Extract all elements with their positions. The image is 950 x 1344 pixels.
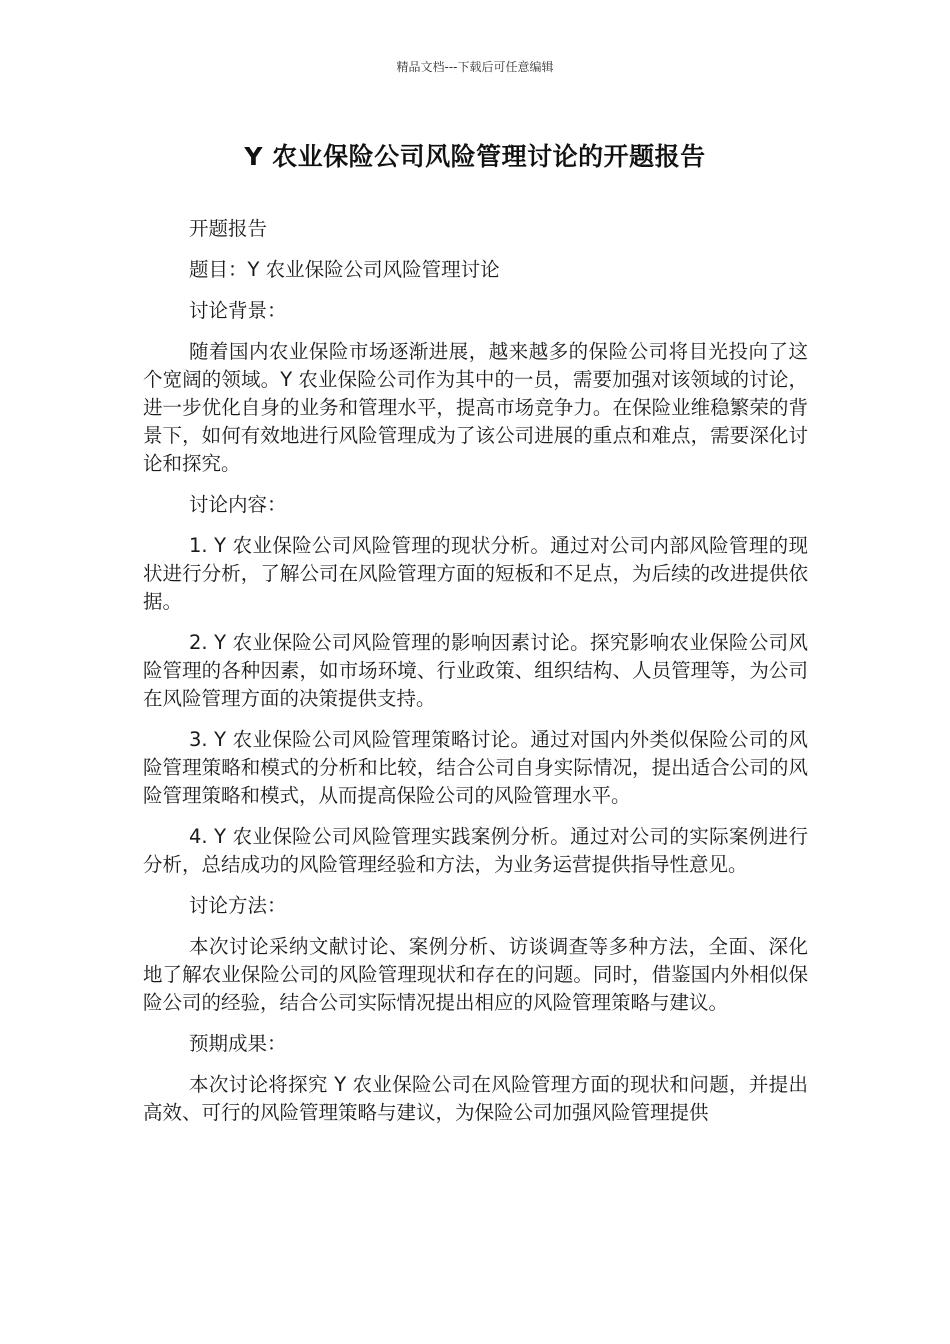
section-heading-method: 讨论方法： (189, 894, 287, 917)
section-heading-content: 讨论内容： (189, 493, 287, 516)
paragraph-background: 随着国内农业保险市场逐渐进展，越来越多的保险公司将目光投向了这个宽阔的领域。Y 农业保险公司作为其中的一员，需要加强对该领域的讨论，进一步优化自身的业务和管理水平，提高市场竞争力。在保险业维稳繁荣的背景下，如何有效地进行风险管理成为了该公司进展的重点和难点，需要深化讨论和探究。 (143, 340, 808, 475)
section-heading-report: 开题报告 (189, 217, 268, 240)
paragraph-outcome: 本次讨论将探究 Y 农业保险公司在风险管理方面的现状和问题，并提出高效、可行的风险管理策略与建议，为保险公司加强风险管理提供 (143, 1073, 808, 1124)
content-item-4: 4. Y 农业保险公司风险管理实践案例分析。通过对公司的实际案例进行分析，总结成功的风险管理经验和方法，为业务运营提供指导性意见。 (143, 825, 808, 876)
document-body (143, 215, 808, 1140)
header-note: 精品文档---下载后可任意编辑 (396, 60, 554, 74)
paragraph-method: 本次讨论采纳文献讨论、案例分析、访谈调查等多种方法，全面、深化地了解农业保险公司的风险管理现状和存在的问题。同时，借鉴国内外相似保险公司的经验，结合公司实际情况提出相应的风险管理策略与建议。 (143, 935, 808, 1014)
content-item-1: 1. Y 农业保险公司风险管理的现状分析。通过对公司内部风险管理的现状进行分析，了解公司在风险管理方面的短板和不足点，为后续的改进提供依据。 (143, 534, 808, 613)
topic-line: 题目：Y 农业保险公司风险管理讨论 (189, 258, 500, 281)
section-heading-outcome: 预期成果： (189, 1032, 287, 1055)
content-item-2: 2. Y 农业保险公司风险管理的影响因素讨论。探究影响农业保险公司风险管理的各种因素，如市场环境、行业政策、组织结构、人员管理等，为公司在风险管理方面的决策提供支持。 (143, 631, 808, 710)
document-title: Y 农业保险公司风险管理讨论的开题报告 (244, 142, 706, 171)
content-item-3: 3. Y 农业保险公司风险管理策略讨论。通过对国内外类似保险公司的风险管理策略和模式的分析和比较，结合公司自身实际情况，提出适合公司的风险管理策略和模式，从而提高保险公司的风险管理水平。 (143, 728, 808, 807)
section-heading-background: 讨论背景： (189, 299, 287, 322)
